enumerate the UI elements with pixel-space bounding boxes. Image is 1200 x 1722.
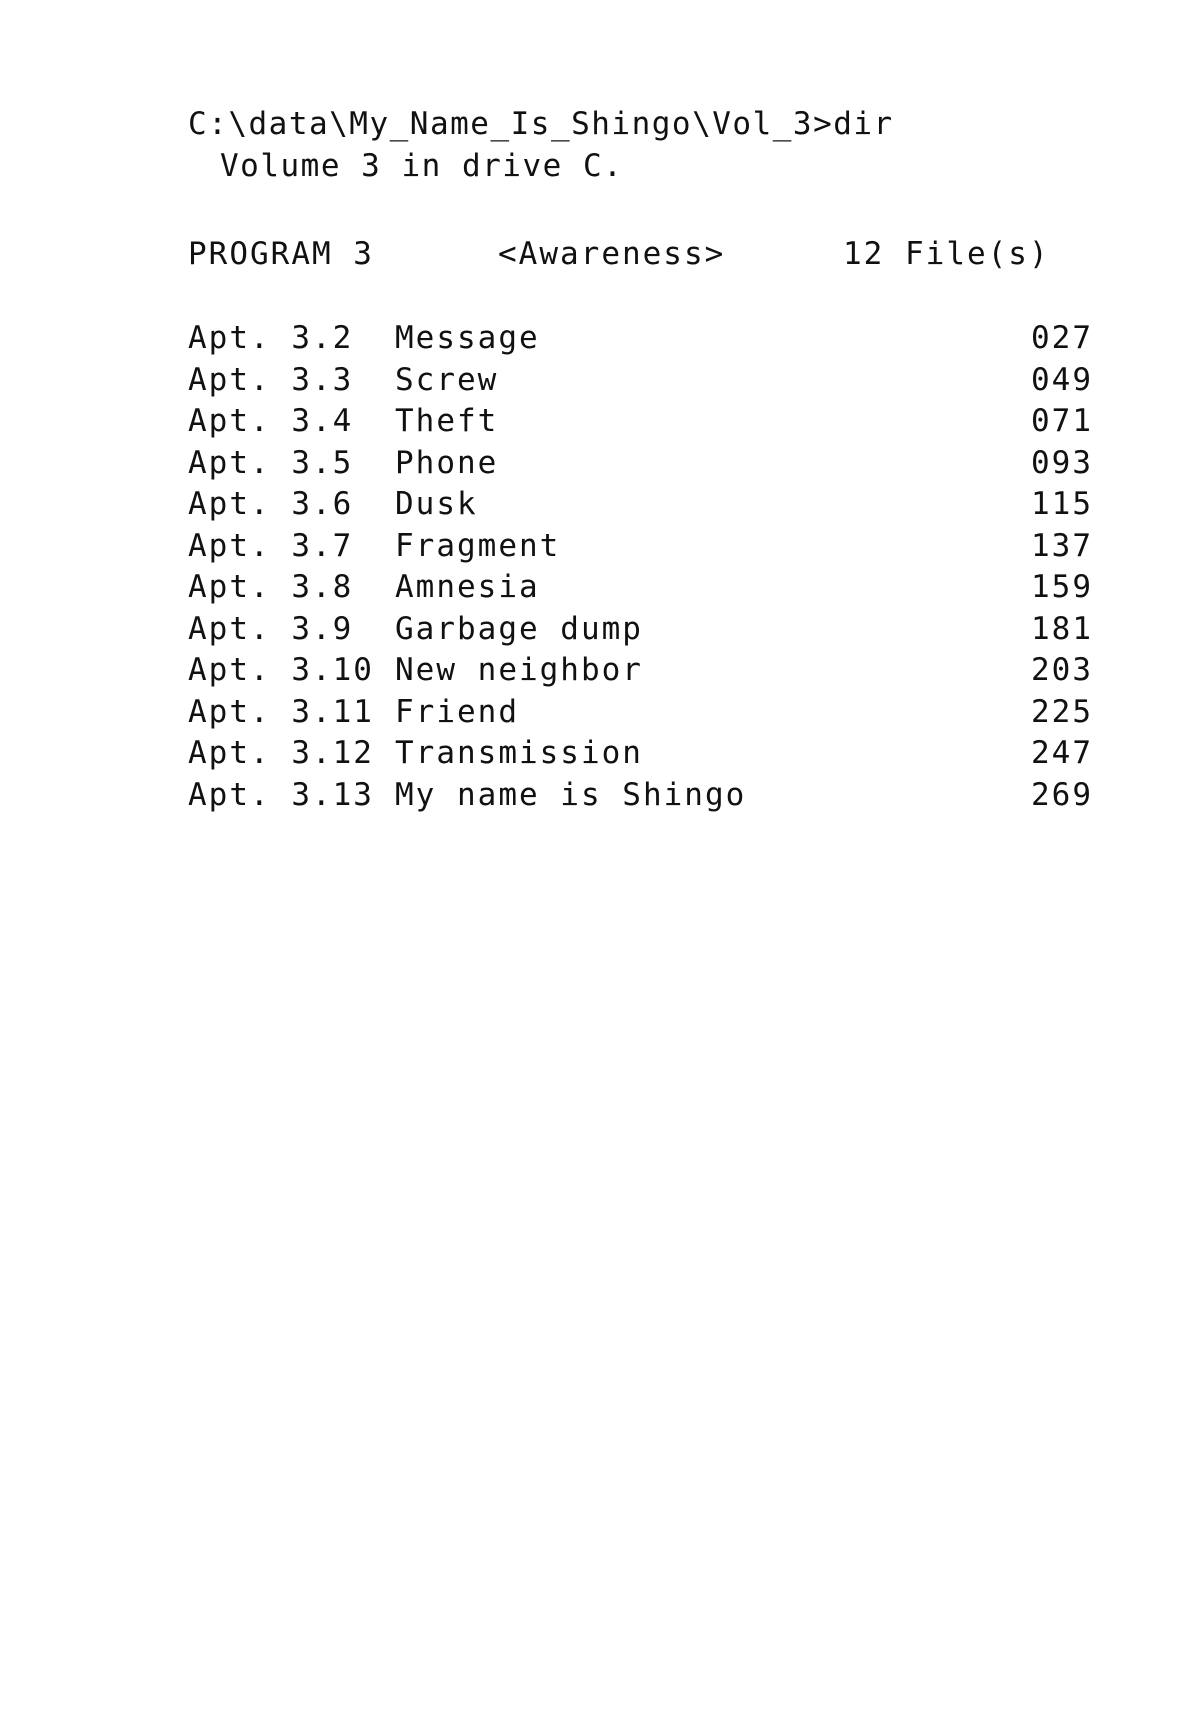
chapter-number: Apt. 3.7 (188, 527, 354, 564)
chapter-number: Apt. 3.6 (188, 486, 354, 522)
page-number: 093 (1031, 444, 1093, 481)
file-count: 12 File(s) (843, 236, 1050, 272)
list-item (188, 692, 1093, 734)
list-item (188, 318, 1093, 360)
list-item (188, 650, 1093, 692)
chapter-title: My name is Shingo (395, 776, 747, 813)
page-number: 137 (1031, 527, 1093, 564)
chapter-number: Apt. 3.8 (188, 569, 354, 605)
chapter-number: Apt. 3.10 (188, 652, 374, 688)
page-number: 247 (1031, 735, 1093, 771)
chapter-title: Garbage dump (395, 610, 643, 647)
chapter-title: Screw (395, 361, 499, 398)
list-item (188, 401, 1093, 443)
command-prompt: C:\data\My_Name_Is_Shingo\Vol_3>dir (188, 106, 894, 142)
list-item (188, 609, 1093, 651)
page-number: 181 (1031, 610, 1093, 647)
page-number: 071 (1031, 403, 1093, 439)
list-item (188, 775, 1093, 817)
program-label: PROGRAM 3 (188, 236, 374, 272)
chapter-title: Friend (395, 693, 519, 730)
chapter-number: Apt. 3.12 (188, 735, 374, 771)
chapter-title: Dusk (395, 486, 478, 522)
program-name: <Awareness> (498, 236, 726, 272)
page-number: 027 (1031, 320, 1093, 356)
list-item (188, 360, 1093, 402)
chapter-title: Fragment (395, 527, 561, 564)
chapter-number: Apt. 3.11 (188, 693, 374, 730)
program-header (188, 234, 1088, 274)
page-number: 225 (1031, 693, 1093, 730)
volume-info: Volume 3 in drive C. (220, 148, 624, 184)
page-number: 115 (1031, 486, 1093, 522)
chapter-title: Transmission (395, 735, 643, 771)
list-item (188, 443, 1093, 485)
page-number: 203 (1031, 652, 1093, 688)
list-item (188, 733, 1093, 775)
page-number: 159 (1031, 569, 1093, 605)
chapter-title: Phone (395, 444, 499, 481)
chapter-number: Apt. 3.13 (188, 776, 374, 813)
chapter-number: Apt. 3.4 (188, 403, 354, 439)
chapter-title: Message (395, 320, 540, 356)
chapter-title: New neighbor (395, 652, 643, 688)
list-item (188, 526, 1093, 568)
list-item (188, 567, 1093, 609)
contents-listing (188, 318, 1093, 816)
list-item (188, 484, 1093, 526)
page-number: 269 (1031, 776, 1093, 813)
chapter-number: Apt. 3.3 (188, 361, 354, 398)
chapter-title: Theft (395, 403, 499, 439)
page-number: 049 (1031, 361, 1093, 398)
chapter-number: Apt. 3.2 (188, 320, 354, 356)
chapter-number: Apt. 3.5 (188, 444, 354, 481)
chapter-number: Apt. 3.9 (188, 610, 354, 647)
chapter-title: Amnesia (395, 569, 540, 605)
